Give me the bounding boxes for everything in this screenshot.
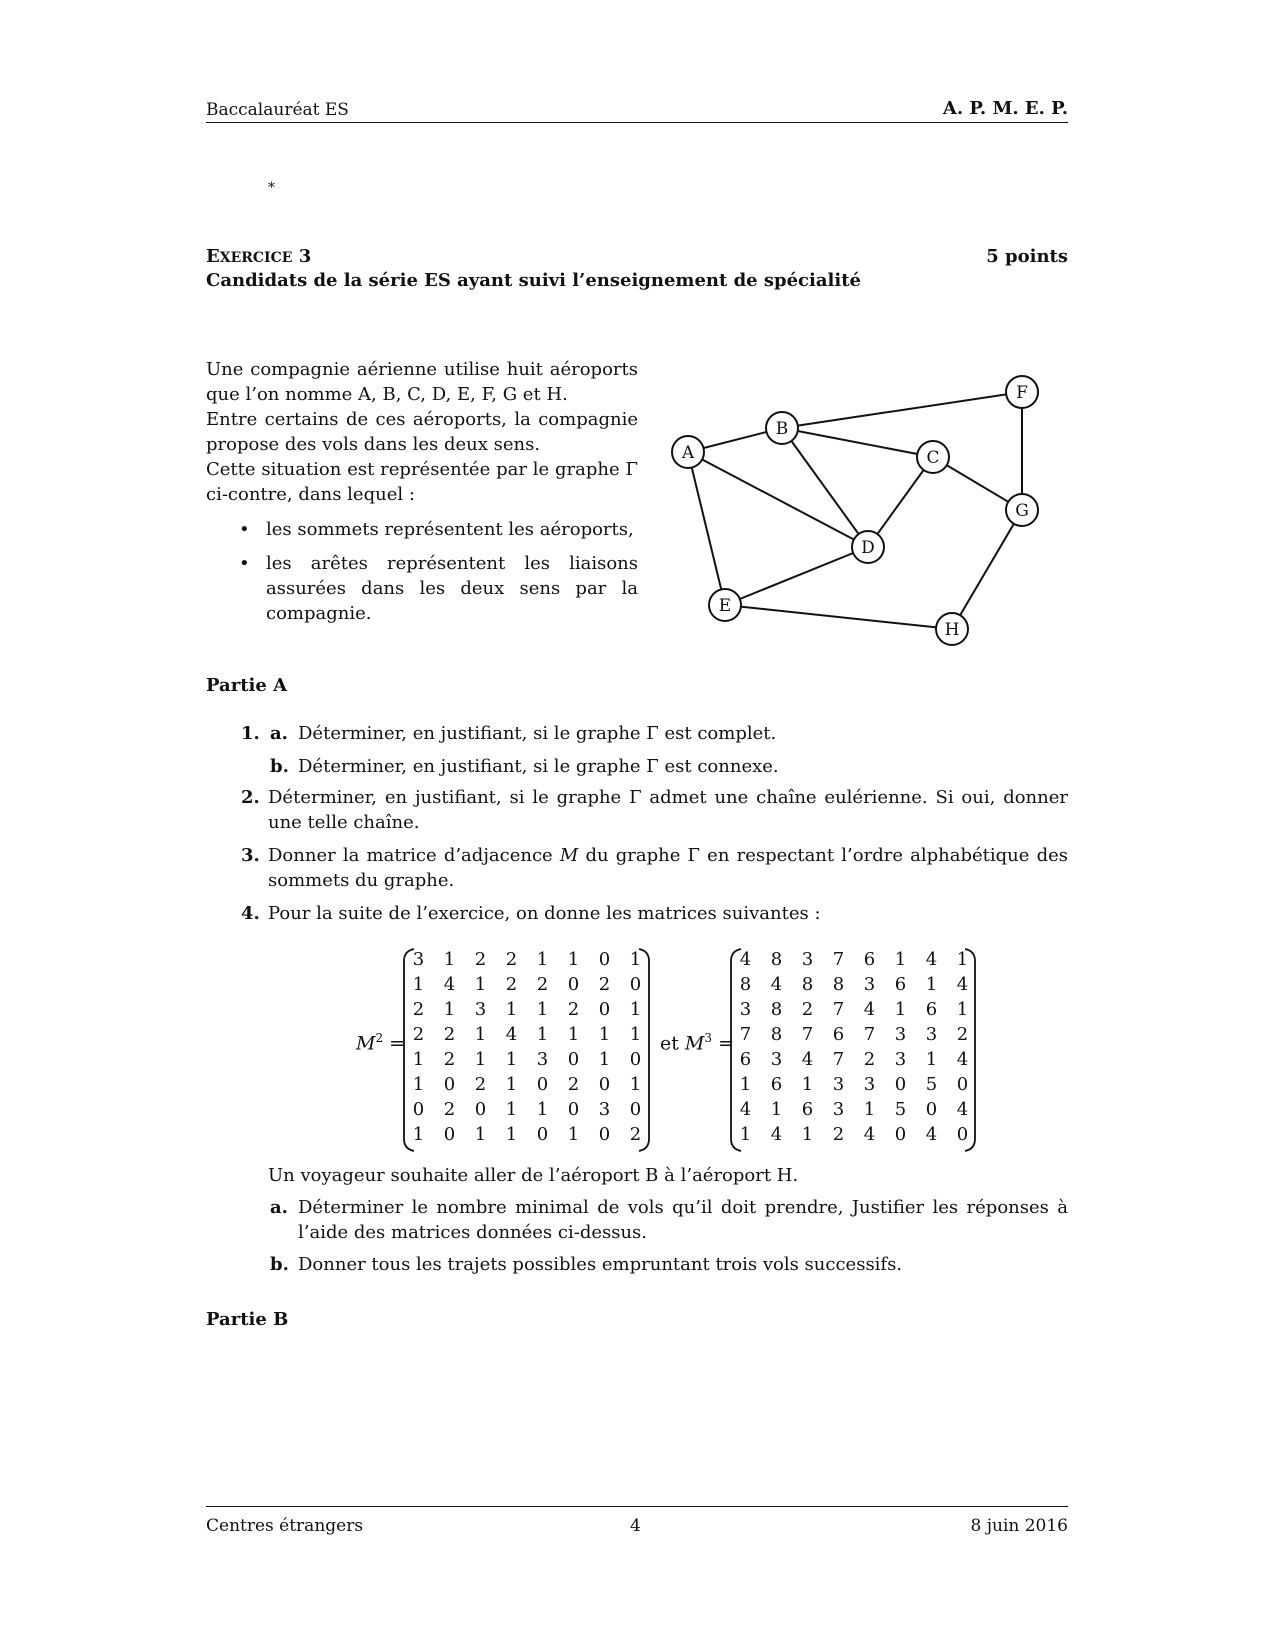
intro-bullet-list	[206, 517, 638, 626]
matrix-cell: 0	[412, 1099, 425, 1120]
matrix-cell: 0	[567, 974, 580, 995]
footer-rule	[206, 1506, 1068, 1507]
matrix-cell: 4	[863, 1124, 876, 1145]
matrix-cell: 1	[739, 1074, 752, 1095]
matrix-row	[403, 1122, 651, 1147]
matrix-cell: 2	[956, 1024, 969, 1045]
footer-date: 8 juin 2016	[970, 1516, 1068, 1536]
graph-edge	[688, 452, 868, 547]
matrix-row	[403, 947, 651, 972]
matrix-cell: 1	[894, 999, 907, 1020]
matrix-cell: 8	[770, 949, 783, 970]
matrix-cell: 3	[894, 1024, 907, 1045]
matrix-cell: 2	[505, 974, 518, 995]
matrix-row	[730, 1072, 978, 1097]
matrix-cell: 4	[770, 1124, 783, 1145]
matrix-cell: 1	[474, 1049, 487, 1070]
star-separator: *	[268, 180, 275, 196]
question-number: 2.	[241, 787, 260, 808]
matrix-m3-table	[730, 947, 978, 1147]
matrix-row	[730, 1022, 978, 1047]
matrix-cell: 2	[536, 974, 549, 995]
matrix-cell: 1	[629, 1024, 642, 1045]
matrix-cell: 2	[629, 1124, 642, 1145]
matrix-cell: 8	[739, 974, 752, 995]
matrix-m3-label	[660, 1031, 734, 1054]
matrix-cell: 0	[443, 1124, 456, 1145]
matrix-cell: 0	[629, 1049, 642, 1070]
matrix-m2-label	[356, 1031, 405, 1054]
matrix-cell: 2	[412, 1024, 425, 1045]
matrix-cell: 0	[567, 1099, 580, 1120]
question-label: b.	[270, 756, 289, 777]
matrix-cell: 7	[832, 999, 845, 1020]
matrix-cell: 7	[801, 1024, 814, 1045]
question-number: 4.	[241, 903, 260, 924]
matrix-cell: 1	[536, 999, 549, 1020]
matrix-cell: 3	[598, 1099, 611, 1120]
question-4-stem: Un voyageur souhaite aller de l’aéroport B à l’aéroport H.	[268, 1165, 799, 1186]
matrix-cell: 7	[863, 1024, 876, 1045]
matrix-cell: 1	[536, 949, 549, 970]
graph-vertex-label: C	[926, 448, 940, 468]
intro-paragraph-3: Cette situation est représentée par le graphe Γ ci-contre, dans lequel :	[206, 459, 638, 505]
matrix-cell: 4	[925, 1124, 938, 1145]
matrix-cell: 2	[567, 999, 580, 1020]
question-text-part: du graphe Γ en respectant l’ordre alphabétique des sommets du graphe.	[268, 845, 1068, 891]
matrix-cell: 4	[505, 1024, 518, 1045]
matrix-cell: 2	[801, 999, 814, 1020]
matrix-cell: 3	[832, 1099, 845, 1120]
matrix-cell: 4	[739, 1099, 752, 1120]
matrix-cell: 1	[474, 974, 487, 995]
matrix-cell: 1	[801, 1124, 814, 1145]
matrix-cell: 4	[739, 949, 752, 970]
graph-edge	[688, 452, 725, 605]
matrix-cell: 6	[832, 1024, 845, 1045]
matrix-cell: 4	[443, 974, 456, 995]
matrix-row	[403, 1097, 651, 1122]
question-text	[268, 843, 1068, 893]
matrix-row	[730, 1122, 978, 1147]
matrix-cell: 2	[863, 1049, 876, 1070]
page-number: 4	[630, 1516, 641, 1536]
matrix-cell: 2	[443, 1024, 456, 1045]
matrix-cell: 1	[863, 1099, 876, 1120]
matrix-cell: 2	[443, 1049, 456, 1070]
matrix-cell: 1	[567, 1124, 580, 1145]
matrix-cell: 0	[629, 974, 642, 995]
graph-edge	[782, 428, 868, 547]
graph-vertex-label: H	[944, 620, 960, 640]
question-text: Donner tous les trajets possibles empruntant trois vols successifs.	[298, 1254, 903, 1275]
intro-paragraph-1: Une compagnie aérienne utilise huit aéroports que l’on nomme A, B, C, D, E, F, G et H.	[206, 359, 638, 405]
question-number: 3.	[241, 845, 260, 866]
matrix-cell: 3	[925, 1024, 938, 1045]
exercise-title-initial: E	[206, 246, 220, 267]
matrix-cell: 4	[956, 1099, 969, 1120]
matrix-cell: 6	[770, 1074, 783, 1095]
exercise-title	[206, 246, 311, 267]
graph-gamma	[660, 370, 1060, 650]
matrix-exponent: 2	[375, 1031, 384, 1045]
matrix-cell: 2	[412, 999, 425, 1020]
matrix-cell: 1	[598, 1049, 611, 1070]
list-item	[206, 551, 638, 626]
matrix-variable: M	[356, 1032, 376, 1055]
intro-paragraph-2: Entre certains de ces aéroports, la compagnie propose des vols dans les deux sens.	[206, 409, 638, 455]
matrix-cell: 8	[832, 974, 845, 995]
matrix-row	[730, 997, 978, 1022]
matrix-cell: 4	[801, 1049, 814, 1070]
equals-sign: =	[383, 1032, 406, 1055]
bullet-text: les sommets représentent les aéroports,	[266, 519, 634, 540]
matrix-cell: 3	[474, 999, 487, 1020]
matrix-cell: 1	[629, 949, 642, 970]
question-number: 1.	[241, 723, 260, 744]
matrix-m3	[730, 947, 978, 1147]
matrix-cell: 1	[629, 999, 642, 1020]
matrix-cell: 2	[474, 949, 487, 970]
matrix-cell: 1	[505, 1124, 518, 1145]
matrix-cell: 1	[770, 1099, 783, 1120]
exercise-subtitle: Candidats de la série ES ayant suivi l’enseignement de spécialité	[206, 270, 861, 291]
matrix-cell: 0	[956, 1074, 969, 1095]
equals-sign: =	[712, 1032, 734, 1055]
graph-vertex-label: D	[861, 538, 875, 558]
matrix-cell: 0	[629, 1099, 642, 1120]
matrix-cell: 1	[474, 1124, 487, 1145]
matrix-row	[730, 1047, 978, 1072]
matrix-m3-right-bracket	[962, 947, 978, 1153]
matrix-cell: 0	[598, 999, 611, 1020]
bullet-icon: •	[239, 519, 250, 540]
question-text: Déterminer, en justifiant, si le graphe Γ est connexe.	[298, 756, 779, 777]
graph-vertex-label: A	[681, 443, 695, 463]
matrix-cell: 0	[598, 1124, 611, 1145]
graph-vertex-label: B	[775, 419, 789, 439]
matrix-cell: 3	[863, 1074, 876, 1095]
list-item	[206, 517, 638, 542]
footer-left: Centres étrangers	[206, 1516, 364, 1536]
question-label: a.	[270, 723, 288, 744]
matrix-cell: 1	[956, 949, 969, 970]
matrix-exponent: 3	[704, 1031, 713, 1045]
graph-vertex-label: E	[718, 596, 732, 616]
matrix-cell: 3	[770, 1049, 783, 1070]
question-label: b.	[270, 1254, 289, 1275]
matrix-cell: 1	[739, 1124, 752, 1145]
matrix-m2-table	[403, 947, 651, 1147]
matrix-cell: 7	[739, 1024, 752, 1045]
matrix-row	[403, 1047, 651, 1072]
matrix-cell: 3	[412, 949, 425, 970]
question-label: a.	[270, 1197, 288, 1218]
matrix-cell: 8	[801, 974, 814, 995]
question-text: Déterminer, en justifiant, si le graphe Γ est complet.	[298, 723, 777, 744]
matrix-cell: 1	[598, 1024, 611, 1045]
matrix-cell: 7	[832, 949, 845, 970]
matrix-cell: 7	[832, 1049, 845, 1070]
matrix-label-prefix: et	[660, 1032, 685, 1055]
matrix-cell: 1	[412, 1124, 425, 1145]
bullet-icon: •	[239, 553, 250, 574]
matrix-cell: 3	[739, 999, 752, 1020]
question-text-part: Donner la matrice d’adjacence	[268, 845, 560, 866]
matrix-cell: 1	[505, 1099, 518, 1120]
matrix-cell: 2	[474, 1074, 487, 1095]
matrix-variable: M	[559, 845, 579, 866]
matrix-cell: 0	[536, 1074, 549, 1095]
matrix-row	[730, 972, 978, 997]
matrix-cell: 3	[894, 1049, 907, 1070]
matrix-m2-right-bracket	[636, 947, 652, 1153]
matrix-cell: 1	[536, 1099, 549, 1120]
matrix-cell: 1	[925, 974, 938, 995]
matrix-cell: 0	[443, 1074, 456, 1095]
matrix-cell: 1	[894, 949, 907, 970]
matrix-row	[403, 1022, 651, 1047]
matrix-cell: 4	[770, 974, 783, 995]
graph-edge	[782, 428, 933, 457]
matrix-cell: 2	[567, 1074, 580, 1095]
matrix-cell: 0	[894, 1124, 907, 1145]
header-right: A. P. M. E. P.	[942, 98, 1068, 119]
matrix-cell: 3	[863, 974, 876, 995]
matrix-cell: 3	[832, 1074, 845, 1095]
matrix-cell: 6	[739, 1049, 752, 1070]
matrix-cell: 4	[863, 999, 876, 1020]
matrix-cell: 2	[505, 949, 518, 970]
matrix-cell: 1	[443, 999, 456, 1020]
matrix-cell: 6	[863, 949, 876, 970]
part-a-title: Partie A	[206, 675, 288, 696]
graph-edge	[725, 605, 952, 629]
matrix-row	[403, 997, 651, 1022]
matrix-cell: 1	[536, 1024, 549, 1045]
part-b-title: Partie B	[206, 1309, 289, 1330]
matrix-cell: 2	[832, 1124, 845, 1145]
matrix-cell: 1	[443, 949, 456, 970]
exercise-title-caps: XERCICE	[219, 250, 293, 266]
matrix-cell: 5	[925, 1074, 938, 1095]
matrix-cell: 8	[770, 1024, 783, 1045]
matrix-cell: 5	[894, 1099, 907, 1120]
graph-edge	[782, 392, 1022, 428]
question-text: Pour la suite de l’exercice, on donne les matrices suivantes :	[268, 903, 821, 924]
matrix-cell: 1	[505, 1074, 518, 1095]
matrix-cell: 6	[894, 974, 907, 995]
matrix-cell: 6	[801, 1099, 814, 1120]
matrix-cell: 0	[536, 1124, 549, 1145]
matrix-cell: 1	[412, 974, 425, 995]
matrix-cell: 1	[505, 999, 518, 1020]
matrix-cell: 3	[801, 949, 814, 970]
matrix-cell: 3	[536, 1049, 549, 1070]
bullet-text: les arêtes représentent les liaisons assurées dans les deux sens par la compagnie.	[266, 553, 638, 624]
matrix-cell: 4	[956, 1049, 969, 1070]
graph-vertex-label: G	[1015, 501, 1029, 521]
matrix-cell: 0	[474, 1099, 487, 1120]
matrix-cell: 6	[925, 999, 938, 1020]
matrix-cell: 0	[598, 1074, 611, 1095]
question-text: Déterminer le nombre minimal de vols qu’il doit prendre, Justifier les réponses à l’aide des matrices données ci-dessus.	[298, 1197, 1068, 1243]
matrix-cell: 4	[925, 949, 938, 970]
graph-edge	[725, 547, 868, 605]
matrix-cell: 1	[474, 1024, 487, 1045]
intro-text	[206, 357, 638, 626]
matrix-variable: M	[684, 1032, 705, 1055]
matrix-m2	[403, 947, 651, 1147]
header-rule	[206, 122, 1068, 123]
matrix-cell: 1	[412, 1074, 425, 1095]
matrix-cell: 0	[894, 1074, 907, 1095]
matrix-cell: 1	[567, 949, 580, 970]
matrix-row	[730, 947, 978, 972]
matrix-cell: 2	[443, 1099, 456, 1120]
matrix-row	[403, 972, 651, 997]
matrix-cell: 4	[956, 974, 969, 995]
exercise-points: 5 points	[986, 246, 1068, 267]
exercise-title-number: 3	[292, 246, 312, 267]
matrix-cell: 1	[956, 999, 969, 1020]
matrix-cell: 0	[598, 949, 611, 970]
matrix-cell: 8	[770, 999, 783, 1020]
header-left: Baccalauréat ES	[206, 100, 349, 120]
question-text: Déterminer, en justifiant, si le graphe Γ admet une chaîne eulérienne. Si oui, donner une telle chaîne.	[268, 787, 1068, 833]
matrix-cell: 2	[598, 974, 611, 995]
matrix-cell: 1	[925, 1049, 938, 1070]
matrix-row	[403, 1072, 651, 1097]
matrix-cell: 0	[567, 1049, 580, 1070]
graph-vertex-label: F	[1016, 383, 1028, 403]
matrix-cell: 1	[567, 1024, 580, 1045]
matrix-cell: 0	[956, 1124, 969, 1145]
matrix-row	[730, 1097, 978, 1122]
graph-edge	[952, 510, 1022, 629]
matrix-cell: 1	[412, 1049, 425, 1070]
matrix-cell: 1	[505, 1049, 518, 1070]
matrix-cell: 0	[925, 1099, 938, 1120]
matrix-cell: 1	[801, 1074, 814, 1095]
matrix-cell: 1	[629, 1074, 642, 1095]
